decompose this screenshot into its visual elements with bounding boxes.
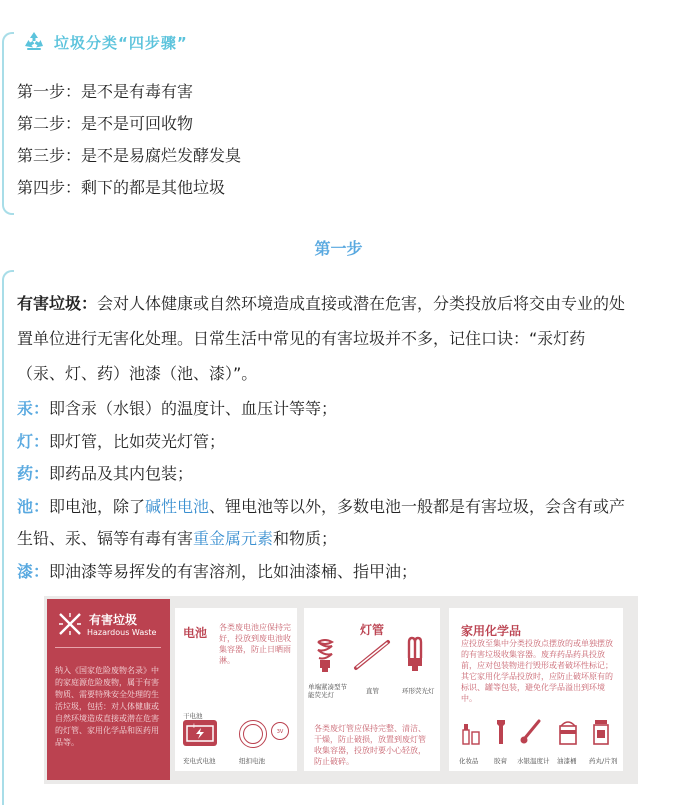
- intro-line: （汞、灯、药）池漆（池、漆）”。: [17, 364, 258, 383]
- intro-line: 会对人体健康或自然环境造成直接或潜在危害，分类投放后将交由专业的处: [97, 294, 626, 313]
- step-item: 第三步：是不是易腐烂发酵发臭: [17, 146, 242, 165]
- card-title: 电池: [183, 626, 208, 640]
- section-bracket: [2, 32, 14, 215]
- item-key: 漆：: [17, 561, 50, 581]
- chemical-label: 水银温度计: [517, 757, 550, 765]
- household-chemicals-card: [449, 608, 623, 771]
- lamp-label: 单端紧凑型节能荧光灯: [308, 683, 347, 699]
- section-title: 垃圾分类“四步骤”: [54, 33, 188, 52]
- item-key: 池：: [17, 496, 50, 516]
- item-text: 即含汞（水银）的温度计、血压计等等；: [49, 399, 338, 418]
- rechargeable-battery-icon: [183, 720, 217, 746]
- four-steps-section: [0, 22, 677, 217]
- item-text: 、锂电池等以外，多数电池一般都是有害垃圾，会含有或产: [209, 496, 626, 516]
- section-title-row: [22, 28, 188, 56]
- steps-list: [17, 76, 241, 204]
- chemical-label: 胶膏: [494, 757, 507, 765]
- list-item: [17, 556, 667, 589]
- card-note: 应投放至集中分类投放点摆放的或单独摆放的有害垃圾收集容器。废弃药品药具投放前，应对包装物进行毁形或者破坏性标记；其它家用化学品投放时，应防止破坏原有的标识、罐等包装，避免化学品溢出到环境中。: [461, 639, 613, 703]
- list-item: [17, 458, 667, 491]
- straight-tube-icon: [352, 638, 392, 672]
- list-item: [17, 426, 667, 459]
- lamp-label: 环形荧光灯: [402, 687, 435, 695]
- lamp-card: [304, 608, 440, 771]
- paint-bucket-icon: [557, 718, 579, 746]
- list-item: [17, 491, 667, 524]
- chemical-label: 油漆桶: [557, 757, 577, 765]
- recycle-icon: [22, 30, 46, 54]
- button-cell-inner-ring: [243, 724, 263, 744]
- highlight-term: 重金属元素: [193, 529, 274, 548]
- intro-paragraph: [17, 286, 667, 391]
- card-note: 各类废灯管应保持完整、清洁、干燥，防止破损，放置到废灯管收集容器，投放时要小心轻放，防止破碎。: [314, 724, 426, 766]
- card-title: 家用化学品: [461, 624, 522, 638]
- cosmetics-icon: [461, 720, 481, 746]
- hazardous-waste-infographic: [44, 596, 638, 784]
- battery-label: 纽扣电池: [239, 757, 265, 765]
- item-text: 即灯管，比如荧光灯管；: [49, 431, 226, 451]
- lamp-label: 直管: [366, 687, 379, 695]
- panel-subtitle: Hazardous Waste: [87, 628, 157, 637]
- list-item-continued: [17, 523, 667, 556]
- card-note: 各类废电池应保持完好，投放到废电池收集容器，防止日晒雨淋。: [219, 623, 291, 665]
- item-key: 汞：: [17, 399, 50, 418]
- panel-title: 有害垃圾: [89, 613, 138, 627]
- chemical-label: 化妆品: [459, 757, 479, 765]
- hazard-items-list: [17, 393, 667, 588]
- battery-sub-label: 干电池: [183, 712, 203, 720]
- step-heading: 第一步: [314, 239, 363, 258]
- panel-description: 纳入《国家危险废物名录》中的家庭源危险废物，属于有害物质、需要特殊安全处理的生活垃圾，包括：对人体健康或自然环境造成直接或潜在危害的灯管、家用化学品和医药用品等。: [55, 666, 159, 747]
- intro-term: 有害垃圾：: [17, 294, 98, 313]
- compact-fluorescent-icon: [314, 638, 336, 676]
- plus-sign: +: [191, 722, 197, 730]
- ointment-icon: [493, 718, 509, 746]
- item-text: 生铅、汞、镉等有毒有害: [17, 529, 194, 548]
- battery-label: 充电式电池: [183, 757, 216, 765]
- step-item: 第二步：是不是可回收物: [17, 114, 194, 133]
- intro-line: 置单位进行无害化处理。日常生活中常见的有害垃圾并不多，记住口诀：“汞灯药: [17, 329, 586, 348]
- thermometer-icon: [519, 718, 543, 746]
- item-text: 即药品及其内包装；: [49, 464, 194, 483]
- list-item: [17, 393, 667, 426]
- item-text: 和物质；: [273, 529, 338, 548]
- item-key: 药：: [17, 464, 50, 483]
- hazard-x-icon: [57, 611, 83, 637]
- ring-fluorescent-icon: [404, 636, 426, 676]
- step-item: 第一步：是不是有毒有害: [17, 82, 194, 101]
- item-key: 灯：: [17, 431, 50, 451]
- step-item: 第四步：剩下的都是其他垃圾: [17, 178, 226, 197]
- card-title: 灯管: [360, 623, 385, 637]
- pill-bottle-icon: [591, 718, 611, 746]
- item-text: 即油漆等易挥发的有害溶剂，比如油漆桶、指甲油；: [49, 561, 418, 581]
- chemical-label: 药丸/片剂: [589, 757, 618, 765]
- section-bracket: [2, 270, 14, 805]
- divider: [55, 647, 161, 648]
- highlight-term: 碱性电池: [145, 496, 210, 516]
- battery-card: [175, 608, 297, 771]
- hazardous-waste-panel: [47, 599, 170, 780]
- item-text: 即电池，除了: [49, 496, 146, 516]
- cell-3v-icon: 3V: [271, 722, 289, 740]
